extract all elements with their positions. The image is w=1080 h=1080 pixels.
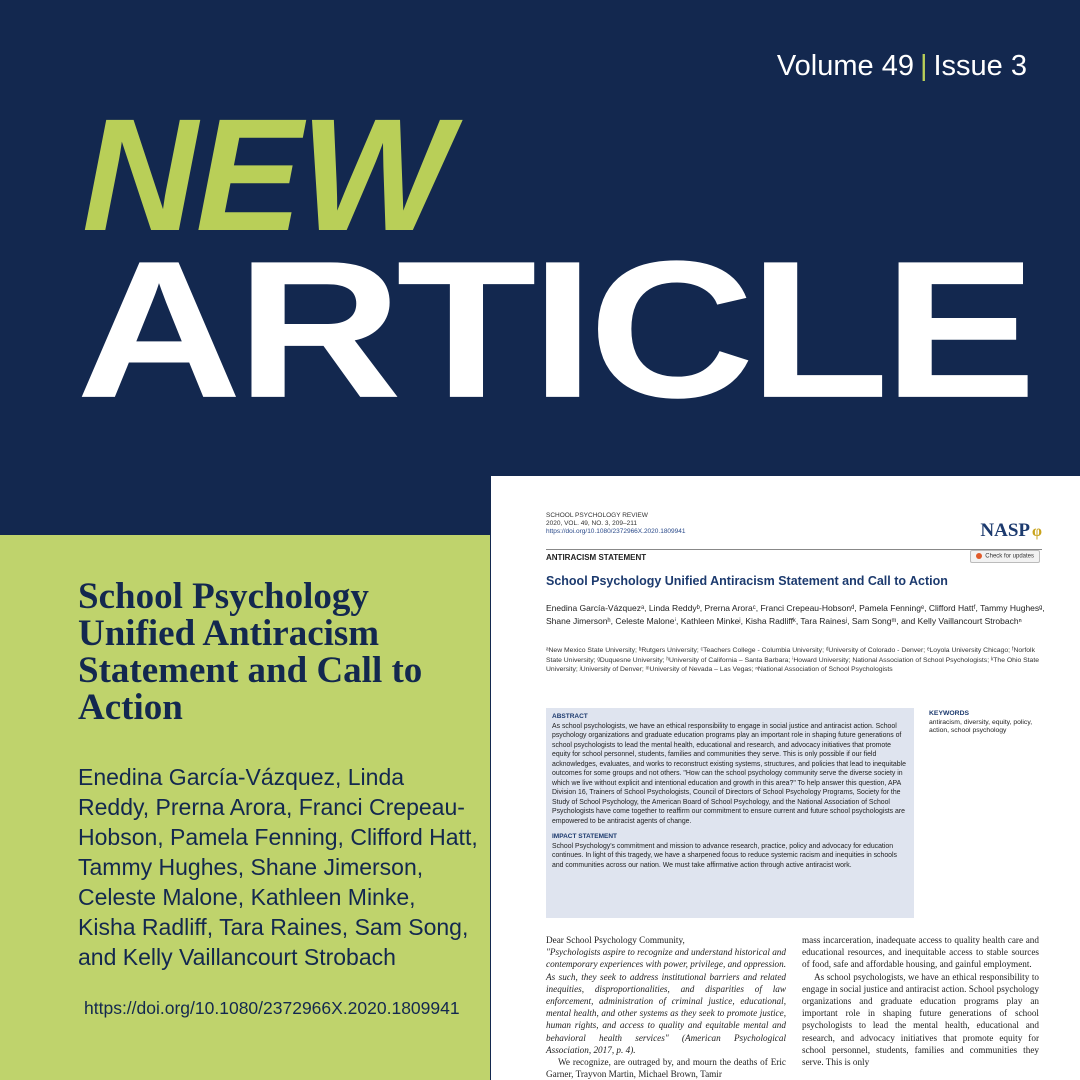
volume-issue-label [777,50,1027,83]
article-doi-link[interactable]: https://doi.org/10.1080/2372966X.2020.1809941 [84,998,460,1018]
journal-doi: https://doi.org/10.1080/2372966X.2020.1809941 [546,528,686,535]
volume-separator: | [919,50,928,82]
journal-header [546,512,686,536]
psi-icon: φ [1032,523,1042,540]
paper-title: School Psychology Unified Antiracism Statement and Call to Action [546,574,948,588]
keywords-text: antiracism, diversity, equity, policy, action, school psychology [929,718,1033,734]
body-paragraph: We recognize, are outraged by, and mourn the deaths of Eric Garner, Trayvon Martin, Michael Brown, Tamir [546,1057,786,1080]
paper-authors: Enedina García-Vázquezᵃ, Linda Reddyᵇ, Prerna Aroraᶜ, Franci Crepeau-Hobsonᵈ, Pamela Fenningᵉ, Clifford Hattᶠ, Tammy Hughesᵍ, Shane Jimersonʰ, Celeste Maloneⁱ, Kathleen Minkeʲ, Kisha Radliffᵏ, Tara Rainesʲ, Sam Songᵐ, and Kelly Vaillancourt Strobachⁿ [546,603,1045,626]
volume-label: Volume 49 [776,50,914,82]
abstract-text: As school psychologists, we have an ethical responsibility to engage in social justice and antiracist action. School psychology organizations and graduate education programs play an important role in shaping future generations of school psychologists to lead the mental health, educational and research, and advocacy initiatives that promote equity for school personnel, students, families and communities they serve. This is only possible if our field acknowledges, evaluates, and works to reconstruct existing systems, structures, and policies that lead to inequitable outcomes for some groups and not others. "How can the school psychology community serve the diverse society in which we live without explicit and intentional education and growth in this area?" To help answer this question, APA Division 16, Trainers of School Psychologists, Council of Directors of School Psychology Programs, Society for the Study of School Psychology, the American Board of School Psychology, and the National Association of School Psychologists have come together to reaffirm our commitment to ensure current and future school psychologists are empowered to be antiracist agents of change. [552,722,906,825]
nasp-logo-text: NASP [980,520,1031,541]
paper-preview [491,476,1080,1080]
body-column-2 [802,934,1039,1068]
article-heading: ARTICLE [76,220,1031,439]
section-label: ANTIRACISM STATEMENT [546,553,647,562]
body-column-1 [546,934,786,1080]
article-authors: Enedina García-Vázquez, Linda Reddy, Prerna Arora, Franci Crepeau-Hobson, Pamela Fenning, Clifford Hatt, Tammy Hughes, Shane Jimerson, Celeste Malone, Kathleen Minke, Kisha Radliff, Tara Raines, Sam Song, and Kelly Vaillancourt Strobach [78,764,478,970]
check-updates-button[interactable] [970,550,1040,563]
check-updates-label: Check for updates [985,553,1034,560]
body-paragraph: As school psychologists, we have an ethical responsibility to engage in social justice and antiracist action. School psychology organizations and graduate education programs play an important role in shaping future generations of school psychologists to lead the mental health, educational and research, and advocacy initiatives that promote equity for school personnel, students, families and communities they serve. This is only [802,971,1039,1068]
journal-name: SCHOOL PSYCHOLOGY REVIEW [546,512,648,519]
header-divider [546,549,1042,550]
impact-text: School Psychology's commitment and mission to advance research, practice, policy and advocacy for education continues. In light of this tragedy, we have a sharpened focus to reduce systemic racism and inequities in schools and communities across our nation. We must take affirmative action through active antiracist work. [552,842,897,869]
impact-heading: IMPACT STATEMENT [552,833,617,840]
body-quote: "Psychologists aspire to recognize and understand historical and contemporary experiences with power, privilege, and oppression. As such, they seek to address institutional barriers and related inequities, disproportionalities, and disparities of law enforcement, administration of criminal justice, educational, mental health, and other systems as they seek to promote justice, human rights, and access to quality and equitable mental and behavioral health services" (American Psychological Association, 2017, p. 4). [546,947,786,1055]
keywords-heading: KEYWORDS [929,710,970,717]
article-title: School Psychology Unified Antiracism Statement and Call to Action [78,576,423,728]
journal-volume: 2020, VOL. 49, NO. 3, 209–211 [546,520,637,527]
body-salutation: Dear School Psychology Community, [546,935,685,945]
keywords-box [929,710,1039,736]
check-updates-icon [976,553,982,559]
abstract-box [546,708,914,918]
body-paragraph: mass incarceration, inadequate access to quality health care and educational resources, and inequitable access to stable sources of food, safe and affordable housing, and gainful employment. [802,935,1039,970]
issue-label: Issue 3 [933,50,1027,82]
new-heading: NEW [82,85,450,264]
nasp-logo [980,520,1042,542]
paper-affiliations: ᵃNew Mexico State University; ᵇRutgers University; ᶜTeachers College - Columbia University; ᵈUniversity of Colorado - Denver; ᵉLoyola University Chicago; ᶠNorfolk State University; ᵍDuquesne University; ʰUniversity of California – Santa Barbara; ⁱHoward University; National Association of School Psychologists; ᵏThe Ohio State University; ʲUniversity of Denver; ᵐUniversity of Nevada – Las Vegas; ⁿNational Association of School Psychologists [546,647,1039,673]
abstract-heading: ABSTRACT [552,713,588,720]
